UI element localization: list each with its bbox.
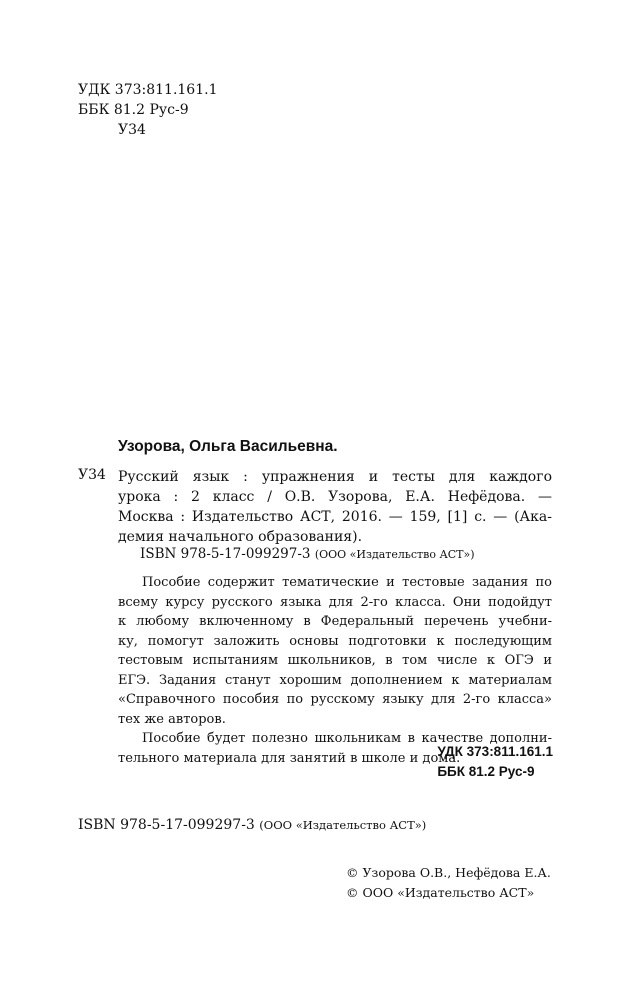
catalog-isbn [140,546,475,562]
copyright [346,863,551,903]
footer-codes [437,742,553,782]
description-line: Москва : Издательство АСТ, 2016. — 159, [1] с. — (Ака- [118,509,552,525]
annotation-line: ку, помогут заложить основы подготовки к последующим [118,633,552,649]
annotation-line: всему курсу русского языка для 2-го класса. Они подойдут [118,594,552,610]
top-udk: УДК 373:811.161.1 [78,82,218,98]
annotation-line: тех же авторов. [118,711,226,727]
copyright-authors: © Узорова О.В., Нефёдова Е.А. [346,865,551,880]
annotation-line: Пособие содержит тематические и тестовые задания по [142,575,552,590]
annotation-line: к любому включенному в Федеральный перечень учебни- [118,614,552,629]
bottom-isbn-publisher: (ООО «Издательство АСТ») [259,818,427,832]
catalog-description [118,467,552,547]
annotation [118,573,552,768]
annotation-line: ЕГЭ. Задания станут хорошим дополнением к материалам [118,672,552,688]
description-line: демия начального образования). [118,529,363,545]
annotation-line: «Справочного пособия по русскому языку для 2-го класса» [118,692,552,707]
annotation-line: тельного материала для занятий в школе и дома. [118,750,461,766]
top-bbk: ББК 81.2 Рус-9 [78,102,189,118]
footer-udk: УДК 373:811.161.1 [437,744,553,759]
bottom-isbn-number: ISBN 978-5-17-099297-3 [78,817,255,833]
catalog-author-sign: У34 [78,467,106,483]
description-line: урока : 2 класс / О.В. Узорова, Е.А. Нефёдова. — [118,489,552,505]
catalog-isbn-number: ISBN 978-5-17-099297-3 [140,546,311,562]
top-author-sign: У34 [118,122,146,138]
catalog-isbn-publisher: (ООО «Издательство АСТ») [314,548,475,561]
footer-bbk: ББК 81.2 Рус-9 [437,764,535,779]
description-line: Русский язык : упражнения и тесты для каждого [118,469,552,485]
catalog-author: Узорова, Ольга Васильевна. [118,438,338,455]
bottom-isbn [78,817,426,833]
annotation-line: тестовым испытаниям школьников, в том числе к ОГЭ и [118,653,552,668]
copyright-publisher: © ООО «Издательство АСТ» [346,885,535,900]
annotation-line: Пособие будет полезно школьникам в качестве дополни- [142,731,552,746]
